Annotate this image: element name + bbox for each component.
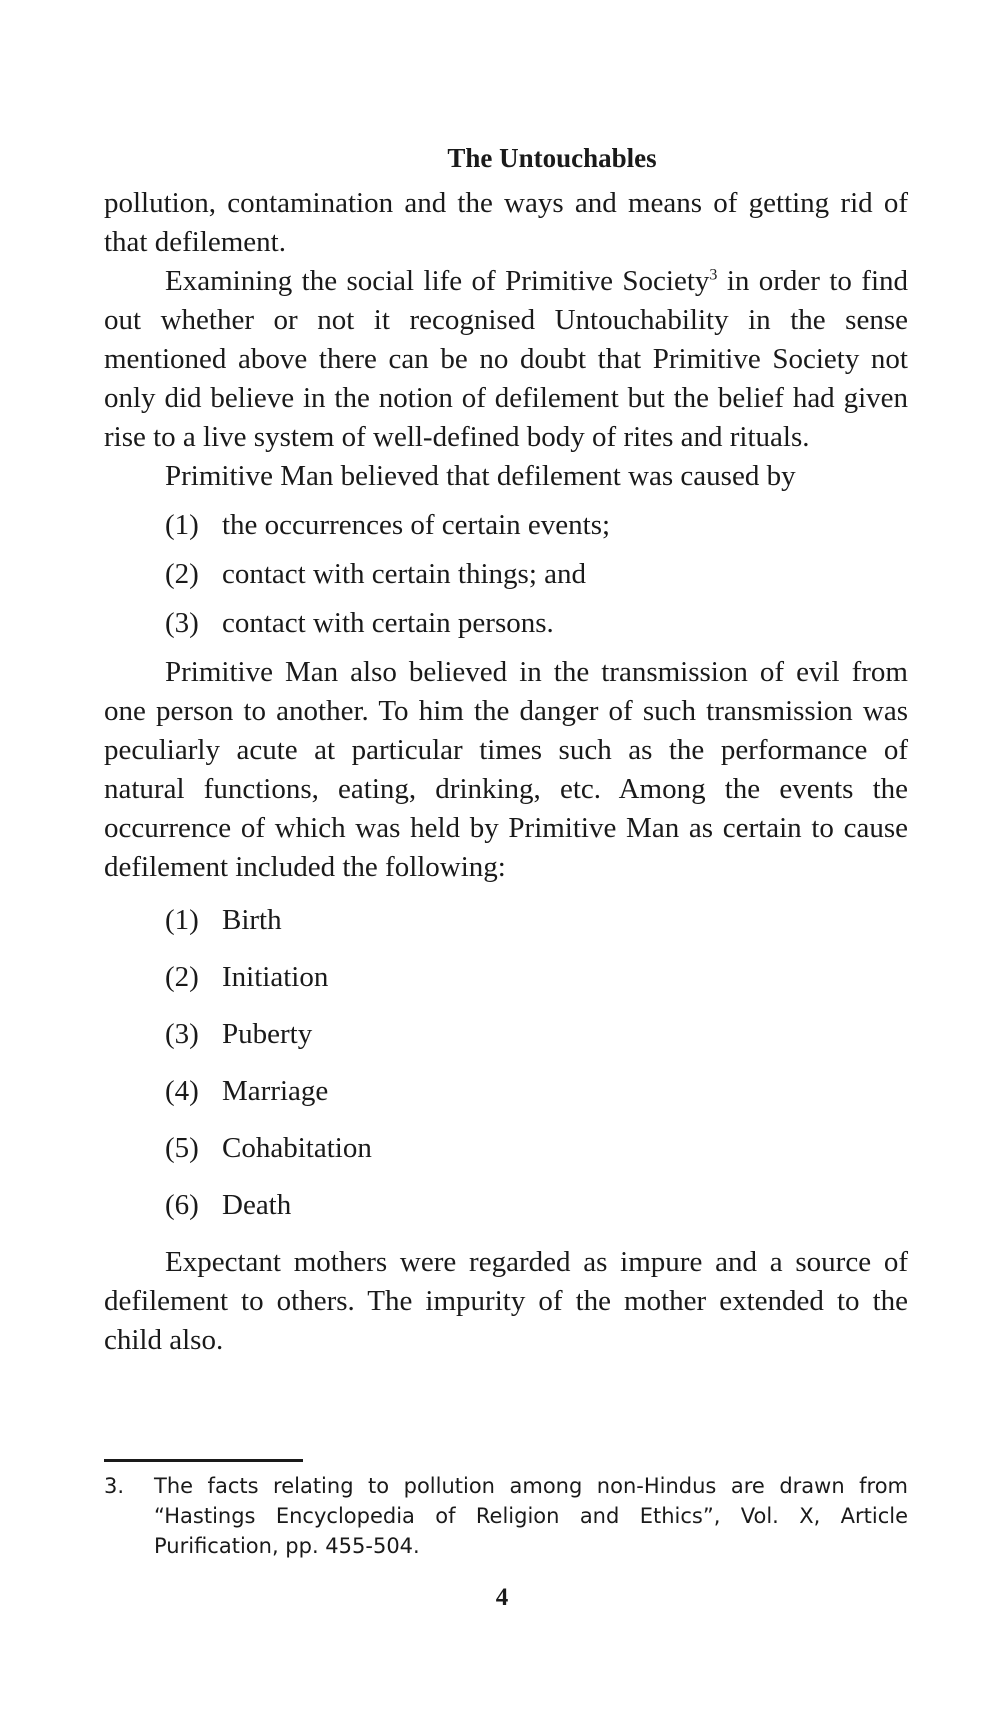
list-item-number: (1) [165, 509, 199, 541]
list-item-text: contact with certain things; and [222, 558, 587, 590]
list-item [104, 901, 908, 940]
footnote-reference: 3 [709, 266, 718, 284]
list-item-text: Cohabitation [222, 1132, 372, 1164]
events-list [104, 901, 908, 1225]
paragraph-text: Examining the social life of Primitive Society [165, 265, 710, 297]
page-number: 4 [495, 1584, 509, 1611]
paragraph-expectant-mothers: Expectant mothers were regarded as impure and a source of defilement to others. The impurity of the mother extended to the child also. [104, 1246, 908, 1356]
paragraph-primitive-society [104, 262, 908, 457]
list-item [104, 1186, 908, 1225]
causes-list [104, 506, 908, 643]
body-text [104, 184, 908, 1360]
list-item [104, 604, 908, 643]
list-item-number: (6) [165, 1189, 199, 1221]
list-item-text: Puberty [222, 1018, 313, 1050]
running-title: The Untouchables [447, 143, 657, 173]
paragraph-text: in order to find out whether or not it recognised Untouchability in the sense mentioned above there can be no doubt that Primitive Society not only did believe in the notion of defilement but the belief had given rise to a live system of well-defined body of rites and rituals. [104, 265, 909, 453]
list-item-number: (5) [165, 1132, 199, 1164]
list-item-text: Initiation [222, 961, 329, 993]
list-item [104, 1015, 908, 1054]
list-item-number: (4) [165, 1075, 199, 1107]
list-item-number: (2) [165, 558, 199, 590]
footnote-divider [104, 1459, 303, 1462]
list-item-text: the occurrences of certain events; [222, 509, 611, 541]
list-item-number: (3) [165, 1018, 199, 1050]
page-content [104, 140, 908, 1360]
list-item-number: (3) [165, 607, 199, 639]
list-item [104, 1129, 908, 1168]
paragraph-continued: pollution, contamination and the ways and means of getting rid of that defilement. [104, 187, 908, 258]
footnote-text: The facts relating to pollution among non-Hindus are drawn from “Hastings Encyclopedia of Religion and Ethics”, Vol. X, Article Purification, pp. 455-504. [154, 1474, 908, 1558]
list-item-text: Marriage [222, 1075, 329, 1107]
footnote [104, 1471, 908, 1561]
list-item-text: contact with certain persons. [222, 607, 554, 639]
list-item [104, 506, 908, 545]
footnote-number: 3. [104, 1474, 125, 1498]
list-item [104, 958, 908, 997]
list-item [104, 1072, 908, 1111]
list-item [104, 555, 908, 594]
list-item-text: Birth [222, 904, 282, 936]
list-item-number: (2) [165, 961, 199, 993]
list-item-number: (1) [165, 904, 199, 936]
paragraph-transmission: Primitive Man also believed in the transmission of evil from one person to another. To him the danger of such transmission was peculiarly acute at particular times such as the performance of natural functions, eating, drinking, etc. Among the events the occurrence of which was held by Primitive Man as certain to cause defilement included the following: [104, 656, 908, 883]
list-item-text: Death [222, 1189, 292, 1221]
paragraph-defilement-causes: Primitive Man believed that defilement was caused by [165, 460, 796, 492]
